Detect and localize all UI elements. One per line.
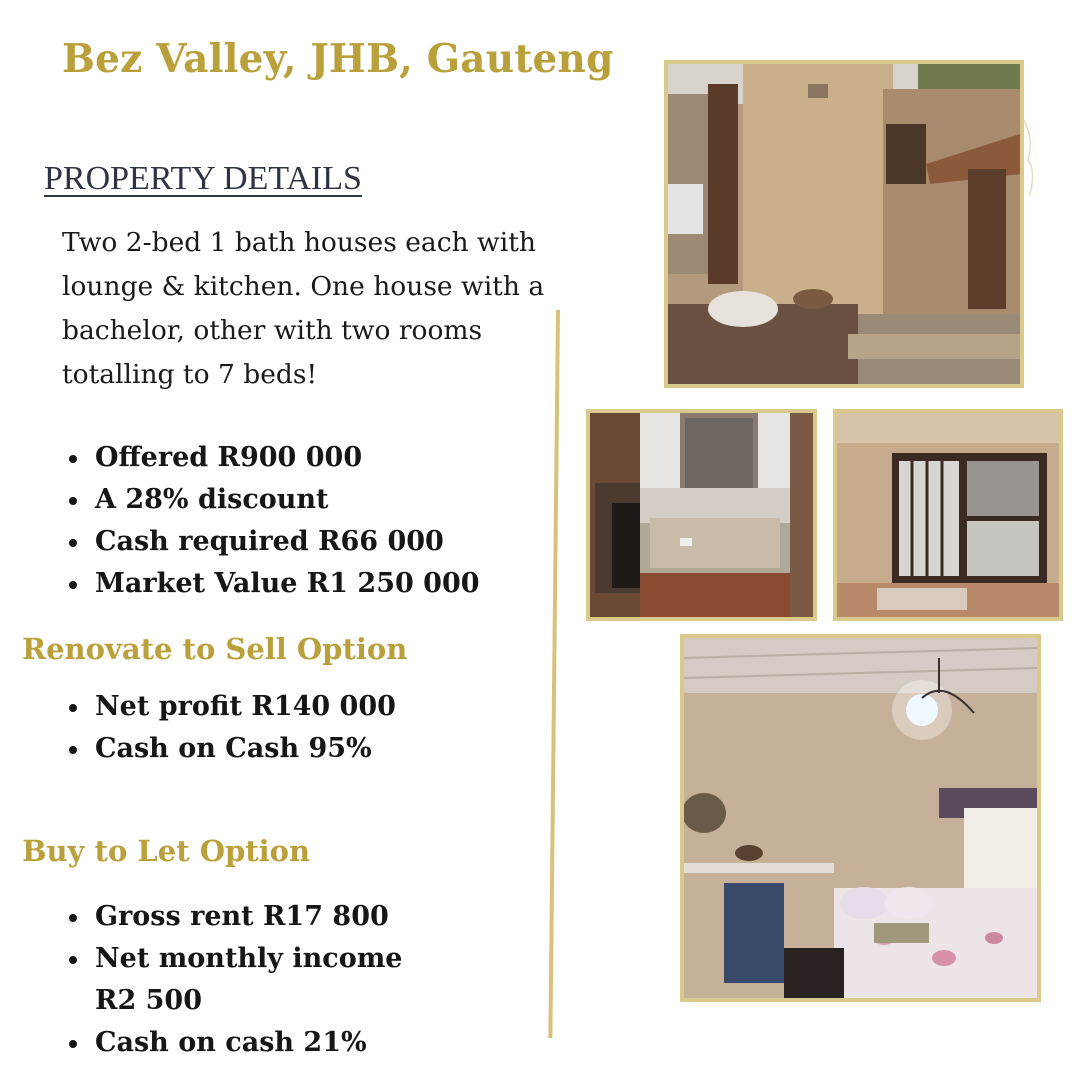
list-item: Net profit R140 000 [64, 686, 396, 728]
list-item: Cash on cash 21% [64, 1022, 425, 1064]
list-item: Cash required R66 000 [64, 521, 480, 563]
list-item: A 28% discount [64, 479, 480, 521]
kitchen-photo [586, 409, 817, 621]
property-description: Two 2-bed 1 bath houses each with lounge & kitchen. One house with a bachelor, other with two rooms totalling to 7 beds! [62, 227, 545, 390]
list-item: Net monthly income R2 500 [64, 938, 425, 1022]
renovate-list [64, 686, 396, 770]
page-title: Bez Valley, JHB, Gauteng [62, 36, 614, 82]
renovate-heading: Renovate to Sell Option [22, 632, 408, 666]
list-item: Gross rent R17 800 [64, 896, 425, 938]
list-item: Cash on Cash 95% [64, 728, 396, 770]
vertical-divider [548, 310, 560, 1038]
window-room-photo [833, 409, 1063, 621]
bedroom-photo [680, 634, 1041, 1002]
buy-to-let-heading: Buy to Let Option [22, 834, 311, 868]
property-details-heading: PROPERTY DETAILS [44, 160, 362, 197]
exterior-yard-photo [664, 60, 1024, 388]
decorative-leaf-icon [1022, 110, 1042, 200]
list-item: Offered R900 000 [64, 437, 480, 479]
offer-list [64, 437, 480, 605]
list-item: Market Value R1 250 000 [64, 563, 480, 605]
buy-to-let-list [64, 896, 425, 1064]
